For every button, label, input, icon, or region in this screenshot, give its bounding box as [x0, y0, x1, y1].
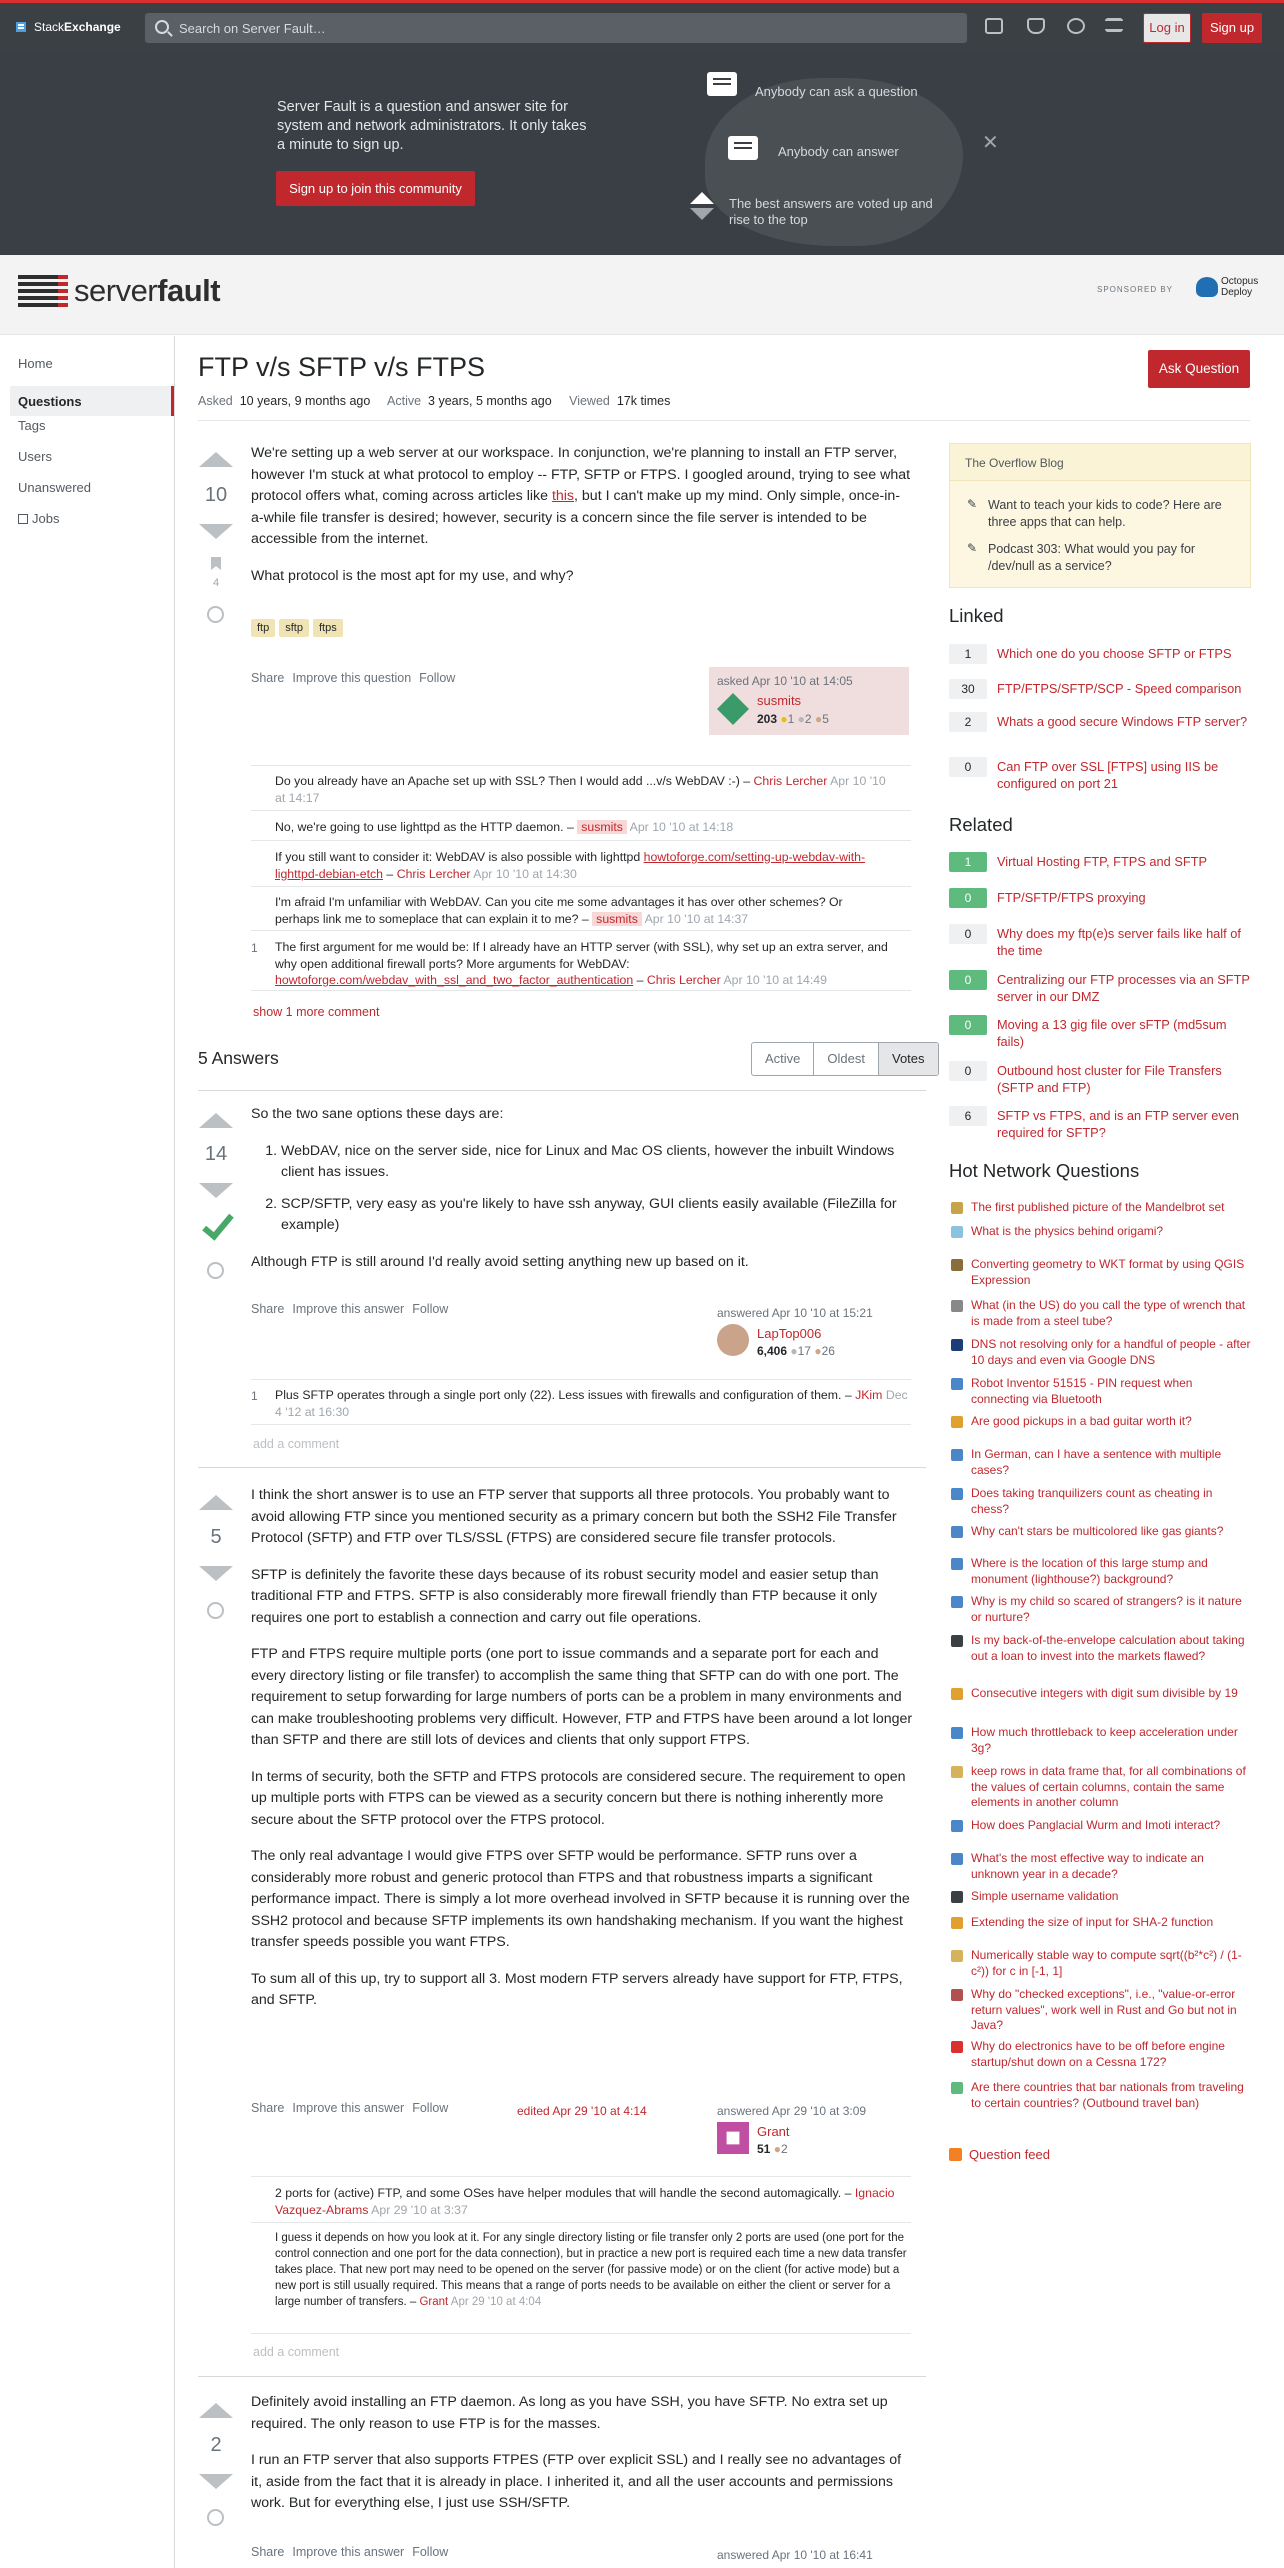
site-icon — [951, 1853, 963, 1865]
improve-link[interactable]: Improve this answer — [292, 2545, 405, 2559]
sponsor-name[interactable] — [1221, 276, 1258, 298]
hot-network-question-title[interactable]: Is my back-of-the-envelope calculation about taking out a loan to invest into the markets flawed? — [971, 1633, 1245, 1663]
sponsor-line1: Octopus — [1221, 276, 1259, 287]
user-name[interactable]: susmits — [757, 693, 802, 708]
site-icon — [951, 1917, 963, 1929]
hot-network-question-title[interactable]: What is the physics behind origami? — [971, 1224, 1164, 1238]
divider — [251, 2176, 911, 2177]
comment-date: Apr 10 '10 at 14:37 — [644, 911, 749, 926]
question-feed-link[interactable] — [949, 2147, 1050, 2162]
answer-vote-count: 5 — [210, 1526, 222, 1548]
answered-time: answered Apr 10 '10 at 16:41 — [717, 2548, 873, 2562]
answer-body — [251, 2392, 913, 2530]
comment-user[interactable]: susmits — [577, 820, 627, 834]
site-icon — [951, 1202, 963, 1214]
comment: I guess it depends on how you look at it. For any single directory listing or file transfer only 2 ports are used (one port for the control connection and one port for the data connection), but in practice a new port is required each time a new data transfer takes place. That new port may need to be opened on the server (for passive mode) or on the client (for active mode) but a new port is still usually required. This means that a range of ports needs to be available on either the client or server for a large number of transfers. – Grant Apr 29 '10 at 4:04 — [275, 2232, 907, 2308]
banner-item-ask: Anybody can ask a question — [755, 84, 918, 99]
comment-date: Dec 4 '12 at 16:30 — [275, 1388, 908, 1419]
comment-date: Apr 29 '10 at 3:37 — [371, 2202, 468, 2217]
comment-user[interactable]: Chris Lercher — [753, 774, 828, 788]
answer-paragraph: I think the short answer is to use an FTP server that supports all three protocols. You probably want to avoid allowing FTP since you mentioned security as a primary concern but both the SSH2 File Transfer Protocol (SFTP) and FTP over TLS/SSL (FTPS) are considered secure file transfer protocols. — [251, 1487, 897, 1546]
hot-network-question-title[interactable]: Does taking tranquilizers count as cheating in chess? — [971, 1486, 1213, 1516]
site-icon — [951, 1416, 963, 1428]
hot-network-question-title[interactable]: Why do "checked exceptions", i.e., "value-or-error return values", work well in Rust and Go but not in Java? — [971, 1987, 1237, 2032]
site-icon — [951, 1449, 963, 1461]
upvote-button[interactable] — [199, 1495, 233, 1510]
comment-date: Apr 10 '10 at 14:17 — [275, 774, 886, 805]
divider — [251, 1424, 911, 1425]
follow-link[interactable]: Follow — [412, 2101, 449, 2115]
pencil-icon: ✎ — [967, 541, 978, 555]
viewed-label: Viewed — [569, 394, 610, 408]
follow-link[interactable]: Follow — [419, 671, 456, 685]
user-name[interactable]: Grant — [757, 2124, 790, 2139]
site-icon — [951, 1688, 963, 1700]
related-title[interactable]: SFTP vs FTPS, and is an FTP server even required for SFTP? — [997, 1108, 1240, 1140]
ask-question-button[interactable]: Ask Question — [1148, 350, 1250, 388]
sponsor-line2: Deploy — [1221, 287, 1253, 298]
site-icon — [951, 1727, 963, 1739]
linked-title[interactable]: FTP/FTPS/SFTP/SCP - Speed comparison — [997, 681, 1242, 696]
login-button[interactable]: Log in — [1143, 13, 1191, 43]
site-icon — [951, 1488, 963, 1500]
divider — [251, 765, 911, 766]
upvote-button[interactable] — [199, 452, 233, 467]
downvote-button[interactable] — [199, 2474, 233, 2489]
comment: Plus SFTP operates through a single port only (22). Less issues with firewalls and configuration of them. – JKim Dec 4 '12 at 16:30 — [275, 1388, 908, 1419]
banner-text: Server Fault is a question and answer site for system and network administrators. It only takes a minute to sign up. — [277, 99, 587, 153]
site-icon — [951, 1950, 963, 1962]
downvote-button[interactable] — [199, 524, 233, 539]
page-title[interactable]: FTP v/s SFTP v/s FTPS — [198, 352, 486, 382]
hot-network-question-title[interactable]: Why do electronics have to be off before engine startup/shut down on a Cessna 172? — [971, 2039, 1225, 2069]
hot-network-question-title[interactable]: What (in the US) do you call the type of wrench that is made from a steel tube? — [971, 1298, 1246, 1328]
rss-icon — [949, 2148, 962, 2161]
logo-fault: fault — [157, 273, 221, 308]
linked-title[interactable]: Which one do you choose SFTP or FTPS — [997, 646, 1232, 661]
avatar[interactable] — [717, 1324, 749, 1356]
answer-sort-tabs — [751, 1042, 939, 1076]
comment-date: Apr 29 '10 at 4:04 — [450, 2296, 542, 2308]
upvote-arrow-icon — [690, 192, 714, 204]
site-icon — [951, 1558, 963, 1570]
comment-score: 1 — [251, 941, 258, 955]
site-icon — [951, 1226, 963, 1238]
related-score: 0 — [949, 1061, 987, 1081]
inbox-icon[interactable] — [985, 18, 1003, 34]
hot-network-question-title[interactable]: Extending the size of input for SHA-2 function — [971, 1915, 1214, 1929]
site-icon — [951, 1891, 963, 1903]
comment-user[interactable]: Chris Lercher — [396, 866, 471, 881]
comment-user[interactable]: Grant — [419, 2296, 449, 2308]
avatar[interactable] — [717, 2122, 749, 2154]
nav-questions-label: Questions — [18, 394, 82, 409]
related-title[interactable]: Virtual Hosting FTP, FTPS and SFTP — [997, 854, 1208, 869]
hot-network-question-title[interactable]: keep rows in data frame that, for all combinations of the values of certain columns, contain the same elements in another column — [971, 1764, 1246, 1809]
answer-paragraph: To sum all of this up, try to support all 3. Most modern FTP servers already have support for FTP, FTPS, and SFTP. — [251, 1970, 903, 2008]
comment-score: 1 — [251, 1389, 258, 1403]
banner-item-answer: Anybody can answer — [778, 144, 899, 159]
close-icon[interactable]: ✕ — [982, 132, 999, 154]
improve-link[interactable]: Improve this answer — [292, 1302, 405, 1316]
site-icon — [951, 1300, 963, 1312]
answer-paragraph: Although FTP is still around I'd really avoid setting anything new up based on it. — [251, 1253, 749, 1270]
divider — [251, 840, 911, 841]
site-icon — [951, 2082, 963, 2094]
answer-paragraph: So the two sane options these days are: — [251, 1106, 504, 1122]
tag-ftps[interactable]: ftps — [313, 619, 343, 637]
comment-user[interactable]: Ignacio Vazquez-Abrams — [275, 2186, 895, 2217]
improve-link[interactable]: Improve this answer — [292, 2101, 405, 2115]
site-icon — [951, 1635, 963, 1647]
comment-user[interactable]: susmits — [592, 912, 642, 926]
hot-network-question-title[interactable]: Robot Inventor 51515 - PIN request when connecting via Bluetooth — [971, 1376, 1193, 1406]
related-title[interactable]: Why does my ftp(e)s server fails like half of the time — [997, 926, 1241, 958]
search-icon — [155, 20, 169, 34]
left-sidebar — [0, 336, 175, 2568]
history-icon[interactable] — [207, 2509, 224, 2526]
hot-network-question-title[interactable]: Converting geometry to WKT format by using QGIS Expression — [971, 1257, 1245, 1287]
site-icon — [951, 1766, 963, 1778]
tab-active[interactable]: Active — [752, 1043, 814, 1075]
nav-jobs-label: Jobs — [32, 511, 60, 526]
comment-user[interactable]: Chris Lercher — [646, 973, 721, 987]
nav-home[interactable]: Home — [18, 356, 53, 371]
improve-link[interactable]: Improve this question — [292, 671, 412, 685]
related-title[interactable]: Outbound host cluster for File Transfers (SFTP and FTP) — [997, 1063, 1222, 1095]
divider — [198, 1467, 926, 1468]
hot-network-question-title[interactable]: Are good pickups in a bad guitar worth it? — [971, 1414, 1192, 1428]
divider — [251, 990, 911, 991]
related-score: 6 — [949, 1106, 987, 1126]
serverfault-icon — [18, 275, 68, 307]
site-icon — [951, 1526, 963, 1538]
site-icon — [951, 1820, 963, 1832]
search-placeholder: Search on Server Fault… — [179, 21, 326, 36]
edited-time[interactable]: edited Apr 29 '10 at 4:14 — [517, 2104, 647, 2118]
answer-paragraph: SFTP is definitely the favorite these days because of its robust security model and easier setup than traditional FTP and FTPS. SFTP is also considerably more firewall friendly than FTP because it only requires one port to establish a connection and carry out file operations. — [251, 1566, 879, 1626]
divider — [251, 886, 911, 887]
comment-date: Apr 10 '10 at 14:30 — [473, 866, 577, 881]
post-menu — [251, 2545, 456, 2559]
linked-title[interactable]: Whats a good secure Windows FTP server? — [997, 714, 1248, 729]
upvote-button[interactable] — [199, 1113, 233, 1128]
site-switcher-icon[interactable] — [1105, 18, 1123, 32]
related-score: 0 — [949, 1015, 987, 1035]
question-meta — [198, 394, 670, 408]
question-paragraph: What protocol is the most apt for my use, and why? — [251, 567, 574, 584]
banner-item-vote: The best answers are voted up and rise to the top — [729, 196, 933, 227]
comment-user[interactable]: JKim — [855, 1388, 883, 1402]
achievements-icon[interactable] — [1027, 18, 1045, 34]
comment-date: Apr 10 '10 at 14:49 — [723, 973, 827, 987]
comment: 2 ports for (active) FTP, and some OSes have helper modules that will handle the second automagically. – Ignacio Vazquez-Abrams Apr 29 '10 at 3:37 — [275, 2186, 895, 2217]
share-link[interactable]: Share — [251, 2101, 285, 2115]
logo-text-b: Exchange — [64, 20, 121, 34]
ask-bubble-icon — [707, 72, 737, 96]
divider — [251, 2333, 911, 2334]
history-icon[interactable] — [207, 1262, 224, 1279]
tab-votes[interactable]: Votes — [879, 1043, 938, 1075]
divider — [251, 1379, 911, 1380]
divider — [198, 2376, 926, 2377]
downvote-button[interactable] — [199, 1183, 233, 1198]
related-score: 0 — [949, 924, 987, 944]
share-link[interactable]: Share — [251, 671, 285, 685]
tab-oldest[interactable]: Oldest — [814, 1043, 879, 1075]
site-icon — [951, 1339, 963, 1351]
hot-network-question-title[interactable]: How does Panglacial Wurm and Imoti interact? — [971, 1818, 1221, 1832]
nav-jobs[interactable] — [18, 511, 59, 526]
hot-network-question-title[interactable]: In German, can I have a sentence with multiple cases? — [971, 1447, 1222, 1477]
tag-sftp[interactable]: sftp — [279, 619, 309, 637]
hot-network-question-title[interactable]: How much throttleback to keep acceleration under 3g? — [971, 1725, 1238, 1755]
answered-time: answered Apr 10 '10 at 15:21 — [717, 1306, 873, 1320]
linked-score: 1 — [949, 644, 987, 664]
comment: I'm afraid I'm unfamiliar with WebDAV. Can you cite me some advantages it has over other schemes? Or perhaps link me to someplace that can explain it to me? – susmits Apr 10 '10 at 14:37 — [275, 895, 843, 926]
site-icon — [951, 1378, 963, 1390]
related-score: 0 — [949, 888, 987, 908]
answer-vote-count: 14 — [204, 1143, 228, 1165]
related-title[interactable]: Centralizing our FTP processes via an SFTP server in our DMZ — [997, 972, 1250, 1004]
octopus-deploy-icon[interactable] — [1196, 277, 1218, 297]
blog-title: The Overflow Blog — [950, 444, 1250, 481]
list-item: 1. WebDAV, nice on the server side, nice for Linux and Mac OS clients, however the inbuilt Windows client has issues. — [281, 1141, 911, 1184]
comment-date: Apr 10 '10 at 14:18 — [629, 820, 734, 834]
hot-network-question-title[interactable]: Why can't stars be multicolored like gas giants? — [971, 1524, 1224, 1538]
asked-value: 10 years, 9 months ago — [239, 394, 371, 408]
stackexchange-logo[interactable] — [16, 17, 121, 37]
accepted-check-icon — [202, 1207, 234, 1240]
hot-network-question-title[interactable]: What's the most effective way to indicate an unknown year in a decade? — [971, 1851, 1204, 1881]
question-vote-count: 10 — [204, 484, 228, 506]
share-link[interactable]: Share — [251, 2545, 285, 2559]
hot-network-question-title[interactable]: Simple username validation — [971, 1889, 1119, 1903]
join-community-button[interactable]: Sign up to join this community — [276, 171, 475, 206]
related-heading: Related — [949, 814, 1013, 835]
asked-label: Asked — [198, 394, 233, 408]
show-more-comments[interactable]: show 1 more comment — [253, 1005, 380, 1019]
related-title[interactable]: FTP/SFTP/FTPS proxying — [997, 890, 1146, 905]
logo-text-a: Stack — [34, 20, 65, 34]
linked-score: 30 — [949, 679, 987, 699]
linked-heading: Linked — [949, 605, 1004, 626]
top-bar — [0, 0, 1284, 50]
comment: The first argument for me would be: If I already have an HTTP server (with SSL), why set up an extra server, and why open additional firewall ports? More arguments for WebDAV: howtoforge.com/webdav_with_ssl_and_two_factor_authentication – Chris Lercher Apr 10 '10 at 14:49 — [275, 940, 888, 987]
answer-vote-count: 2 — [210, 2434, 222, 2456]
nav-users[interactable]: Users — [18, 449, 52, 464]
add-comment-link[interactable]: add a comment — [253, 2345, 340, 2359]
viewed-value: 17k times — [616, 394, 671, 408]
divider — [251, 930, 911, 931]
linked-title[interactable]: Can FTP over SSL [FTPS] using IIS be configured on port 21 — [997, 759, 1219, 791]
upvote-button[interactable] — [199, 2403, 233, 2418]
nav-questions[interactable] — [10, 386, 174, 416]
external-link-icon — [18, 514, 28, 524]
answer-paragraph: I run an FTP server that also supports FTPES (FTP over explicit SSL) and I really see no advantages of it, aside from the fact that it is already in place. I inherited it, and all the user accounts and permissions work. But for everything else, I just use SSH/SFTP. — [251, 2452, 902, 2511]
question-paragraph: We're setting up a web server at our workspace. In conjunction, we're planning to install an FTP server, however I'm stuck at what protocol to employ -- FTP, SFTP or FTPS. I googled around, trying to see what protocol offers what, coming across articles like this, but I can't make up my mind. Only simple, once-in-a-while file transfer is desired; however, security is a concern since the file server is intended to be accessible from the internet. — [251, 445, 911, 547]
downvote-button[interactable] — [199, 1566, 233, 1581]
share-link[interactable]: Share — [251, 1302, 285, 1316]
answer-body — [251, 1104, 911, 1288]
asked-time: asked Apr 10 '10 at 14:05 — [717, 674, 853, 688]
user-reputation: 51 ●2 — [757, 2142, 788, 2156]
hot-network-question-title[interactable]: Consecutive integers with digit sum divisible by 19 — [971, 1686, 1238, 1700]
question-body — [251, 443, 911, 602]
linked-score: 0 — [949, 757, 987, 777]
site-icon — [951, 1989, 963, 2001]
search-input[interactable] — [145, 13, 967, 43]
answer-paragraph: Definitely avoid installing an FTP daemon. As long as you have SSH, you have SFTP. No extra set up required. The only reason to use FTP is for the masses. — [251, 2394, 888, 2432]
post-menu — [251, 671, 463, 685]
stackexchange-icon — [16, 22, 26, 32]
list-item: 2. SCP/SFTP, very easy as you're likely to have ssh anyway, GUI clients easily available (FileZilla for example) — [281, 1194, 911, 1237]
question-feed-label: Question feed — [969, 2147, 1050, 2162]
follow-link[interactable]: Follow — [412, 2545, 449, 2559]
answer-paragraph: In terms of security, both the SFTP and FTPS protocols are considered secure. The requirement to open up multiple ports with FTPS can be viewed as a security concern but there is nothing inherently more secure about the SFTP protocol over the FTPS protocol. — [251, 1768, 906, 1828]
divider — [251, 810, 911, 811]
downvote-arrow-icon — [690, 208, 714, 220]
bookmark-count: 4 — [212, 577, 220, 589]
serverfault-logo[interactable] — [18, 275, 220, 307]
signup-button[interactable]: Sign up — [1202, 13, 1262, 43]
bookmark-icon[interactable] — [211, 557, 221, 570]
hot-network-question-title[interactable]: Numerically stable way to compute sqrt((b²*c²) / (1-c²)) for c in [-1, 1] — [971, 1948, 1242, 1978]
active-label: Active — [387, 394, 422, 408]
hot-network-question-title[interactable]: The first published picture of the Mandelbrot set — [971, 1200, 1225, 1214]
sponsored-label: SPONSORED BY — [1097, 285, 1174, 294]
article-link[interactable]: this — [551, 488, 575, 504]
related-title[interactable]: Moving a 13 gig file over sFTP (md5sum fails) — [997, 1017, 1227, 1049]
active-value[interactable]: 3 years, 5 months ago — [428, 394, 552, 408]
related-score: 0 — [949, 970, 987, 990]
hot-network-heading: Hot Network Questions — [949, 1160, 1140, 1181]
answered-time: answered Apr 29 '10 at 3:09 — [717, 2104, 867, 2118]
linked-score: 2 — [949, 712, 987, 732]
follow-link[interactable]: Follow — [412, 1302, 449, 1316]
comment: No, we're going to use lighttpd as the HTTP daemon. – susmits Apr 10 '10 at 14:18 — [275, 820, 734, 834]
comment-link[interactable]: howtoforge.com/webdav_with_ssl_and_two_factor_authentication — [275, 973, 634, 987]
answer-paragraph: The only real advantage I would give FTPS over SFTP would be performance. SFTP runs over a considerably more robust and generic protocol than FTPS and that robustness imparts a significant performance impact. There is simply a lot more overhead involved in SFTP because it is running over the SSH2 protocol and because SFTP implements its own handshaking mechanism. If you want the highest transfer speeds possible you want FTPS. — [251, 1848, 910, 1950]
nav-unanswered[interactable]: Unanswered — [18, 480, 91, 495]
hot-network-question-title[interactable]: Why is my child so scared of strangers? is it nature or nurture? — [971, 1594, 1242, 1624]
history-icon[interactable] — [207, 1602, 224, 1619]
divider — [198, 1090, 926, 1091]
blog-item[interactable]: Want to teach your kids to code? Here are three apps that can help. — [988, 498, 1222, 529]
comment: If you still want to consider it: WebDAV is also possible with lighttpd howtoforge.com/setting-up-webdav-with-lighttpd-debian-etch – Chris Lercher Apr 10 '10 at 14:30 — [275, 850, 866, 881]
divider — [251, 2222, 911, 2223]
history-icon[interactable] — [207, 606, 224, 623]
user-name[interactable]: LapTop006 — [757, 1326, 822, 1341]
answer-body — [251, 1485, 913, 2027]
site-icon — [951, 1596, 963, 1608]
add-comment-link[interactable]: add a comment — [253, 1437, 340, 1451]
nav-tags[interactable]: Tags — [18, 418, 46, 433]
user-reputation: 6,406 ●17 ●26 — [757, 1344, 835, 1358]
help-icon[interactable] — [1067, 18, 1085, 34]
tag-list — [251, 619, 347, 637]
site-icon — [951, 2041, 963, 2053]
related-score: 1 — [949, 852, 987, 872]
comment-link[interactable]: howtoforge.com/setting-up-webdav-with-lighttpd-debian-etch — [275, 850, 866, 881]
answer-list — [281, 1141, 911, 1237]
blog-item[interactable]: Podcast 303: What would you pay for /dev/null as a service? — [988, 542, 1196, 573]
post-menu — [251, 2101, 456, 2115]
hot-network-question-title[interactable]: Where is the location of this large stump and monument (lighthouse?) background? — [971, 1556, 1208, 1586]
hot-network-question-title[interactable]: DNS not resolving only for a handful of people - after 10 days and even via Google DNS — [971, 1337, 1251, 1367]
divider — [198, 420, 1250, 421]
pencil-icon: ✎ — [967, 497, 978, 511]
site-icon — [951, 1259, 963, 1271]
logo-server: server — [74, 273, 158, 308]
answers-count: 5 Answers — [198, 1048, 279, 1068]
post-menu — [251, 1302, 456, 1316]
hot-network-question-title[interactable]: Are there countries that bar nationals from traveling to certain countries? (Outbound travel ban) — [971, 2080, 1244, 2110]
signup-banner — [0, 50, 1284, 255]
user-reputation: 203 ●1 ●2 ●5 — [757, 712, 829, 726]
tag-ftp[interactable]: ftp — [251, 619, 275, 637]
answer-paragraph: FTP and FTPS require multiple ports (one port to issue commands and a separate port for each and every directory listing or file transfer) to accomplish the same thing that SFTP can do with one port. The requirement to setup forwarding for large numbers of ports can be a problem in many environments and can make troubleshooting problems very difficult. However, FTP and FTPS have been around a lot longer than SFTP and there are still lots of devices and clients that only support FTPS. — [251, 1646, 913, 1748]
comment: Do you already have an Apache set up with SSL? Then I would add ...v/s WebDAV :-) – Chris Lercher Apr 10 '10 at 14:17 — [275, 774, 886, 805]
answer-bubble-icon — [728, 136, 758, 160]
